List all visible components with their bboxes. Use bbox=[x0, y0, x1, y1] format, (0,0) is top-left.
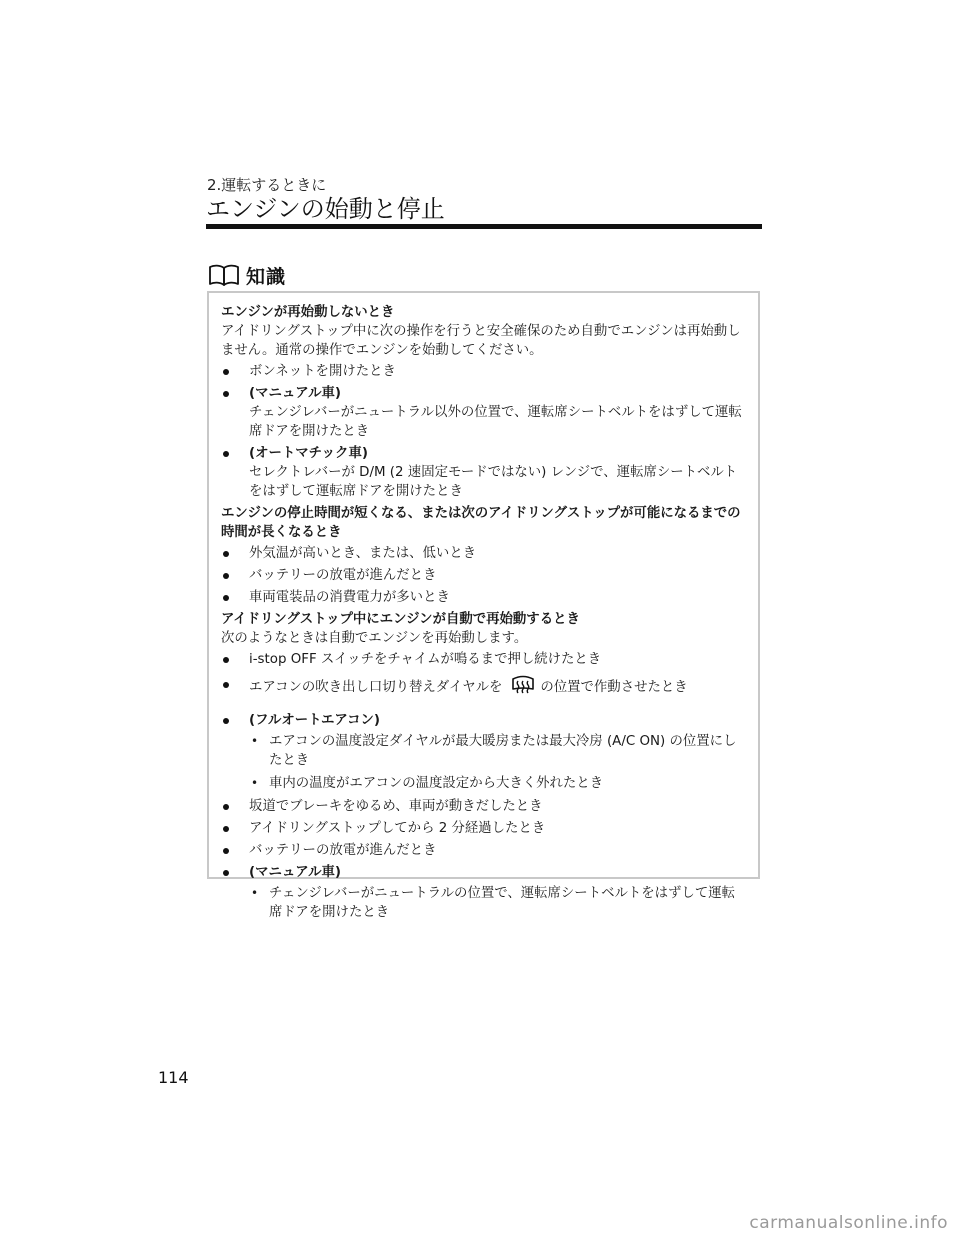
list-item bbox=[221, 650, 748, 669]
knowledge-box bbox=[207, 291, 760, 920]
item-text: チェンジレバーがニュートラルの位置で、運転席シートベルトをはずして運転席ドアを開けたとき bbox=[269, 886, 735, 920]
list-item bbox=[221, 675, 748, 703]
list-item bbox=[221, 819, 748, 838]
list-item bbox=[221, 566, 748, 585]
section-shorter-stop bbox=[221, 504, 748, 607]
bullet-list bbox=[221, 544, 748, 607]
item-text: エアコンの温度設定ダイヤルが最大暖房または最大冷房 (A/C ON) の位置にしたとき bbox=[269, 734, 737, 768]
paragraph: アイドリングストップ中に次の操作を行うと安全確保のため自動でエンジンは再始動しません。通常の操作でエンジンを始動してください。 bbox=[221, 324, 741, 358]
subheading: アイドリングストップ中にエンジンが自動で再始動するとき bbox=[221, 612, 580, 627]
item-label: (マニュアル車) bbox=[249, 386, 342, 401]
item-text: 車内の温度がエアコンの温度設定から大きく外れたとき bbox=[269, 776, 604, 791]
list-item bbox=[221, 384, 748, 441]
defroster-icon bbox=[510, 675, 536, 703]
item-text: 外気温が高いとき、または、低いとき bbox=[249, 546, 477, 561]
section-no-restart bbox=[221, 303, 748, 501]
list-item bbox=[221, 362, 748, 381]
list-item bbox=[221, 841, 748, 860]
page-number: 114 bbox=[158, 1068, 189, 1087]
knowledge-heading bbox=[208, 262, 286, 288]
section-label: 2.運転するときに bbox=[207, 176, 327, 194]
paragraph: 次のようなときは自動でエンジンを再始動します。 bbox=[221, 631, 528, 646]
item-text-continued: の位置で作動させたとき bbox=[540, 680, 688, 695]
list-item bbox=[221, 863, 748, 922]
sub-list-item bbox=[249, 884, 748, 922]
watermark[interactable]: carmanualsonline.info bbox=[749, 1213, 948, 1233]
sub-list-item bbox=[249, 774, 748, 793]
bullet-list bbox=[221, 362, 748, 501]
item-label: (オートマチック車) bbox=[249, 446, 368, 461]
section-auto-restart bbox=[221, 610, 748, 922]
list-item bbox=[221, 588, 748, 607]
item-text: チェンジレバーがニュートラル以外の位置で、運転席シートベルトをはずして運転席ドアを開けたとき bbox=[249, 405, 742, 439]
item-text: アイドリングストップしてから 2 分経過したとき bbox=[249, 821, 546, 836]
item-label: (フルオートエアコン) bbox=[249, 713, 381, 728]
subheading: エンジンの停止時間が短くなる、または次のアイドリングストップが可能になるまでの時間が長くなるとき bbox=[221, 506, 741, 540]
bullet-list bbox=[221, 650, 748, 922]
item-label: (マニュアル車) bbox=[249, 865, 342, 880]
item-text: バッテリーの放電が進んだとき bbox=[249, 843, 437, 858]
sub-list bbox=[249, 884, 748, 922]
list-item bbox=[221, 444, 748, 501]
title-rule bbox=[206, 224, 762, 229]
item-text: バッテリーの放電が進んだとき bbox=[249, 568, 437, 583]
knowledge-title: 知識 bbox=[246, 265, 287, 288]
book-icon bbox=[208, 263, 240, 287]
list-item bbox=[221, 797, 748, 816]
sub-list-item bbox=[249, 732, 748, 770]
page-title: エンジンの始動と停止 bbox=[206, 195, 445, 223]
item-text: セレクトレバーが D/M (2 速固定モードではない) レンジで、運転席シートベルトをはずして運転席ドアを開けたとき bbox=[249, 465, 738, 499]
item-text: エアコンの吹き出し口切り替えダイヤルを bbox=[249, 680, 503, 695]
subheading: エンジンが再始動しないとき bbox=[221, 305, 395, 320]
item-text: 坂道でブレーキをゆるめ、車両が動きだしたとき bbox=[249, 799, 543, 814]
item-text: i-stop OFF スイッチをチャイムが鳴るまで押し続けたとき bbox=[249, 652, 602, 667]
sub-list bbox=[249, 732, 748, 793]
list-item bbox=[221, 544, 748, 563]
item-text: 車両電装品の消費電力が多いとき bbox=[249, 590, 450, 605]
item-text: ボンネットを開けたとき bbox=[249, 364, 396, 379]
list-item bbox=[221, 711, 748, 793]
